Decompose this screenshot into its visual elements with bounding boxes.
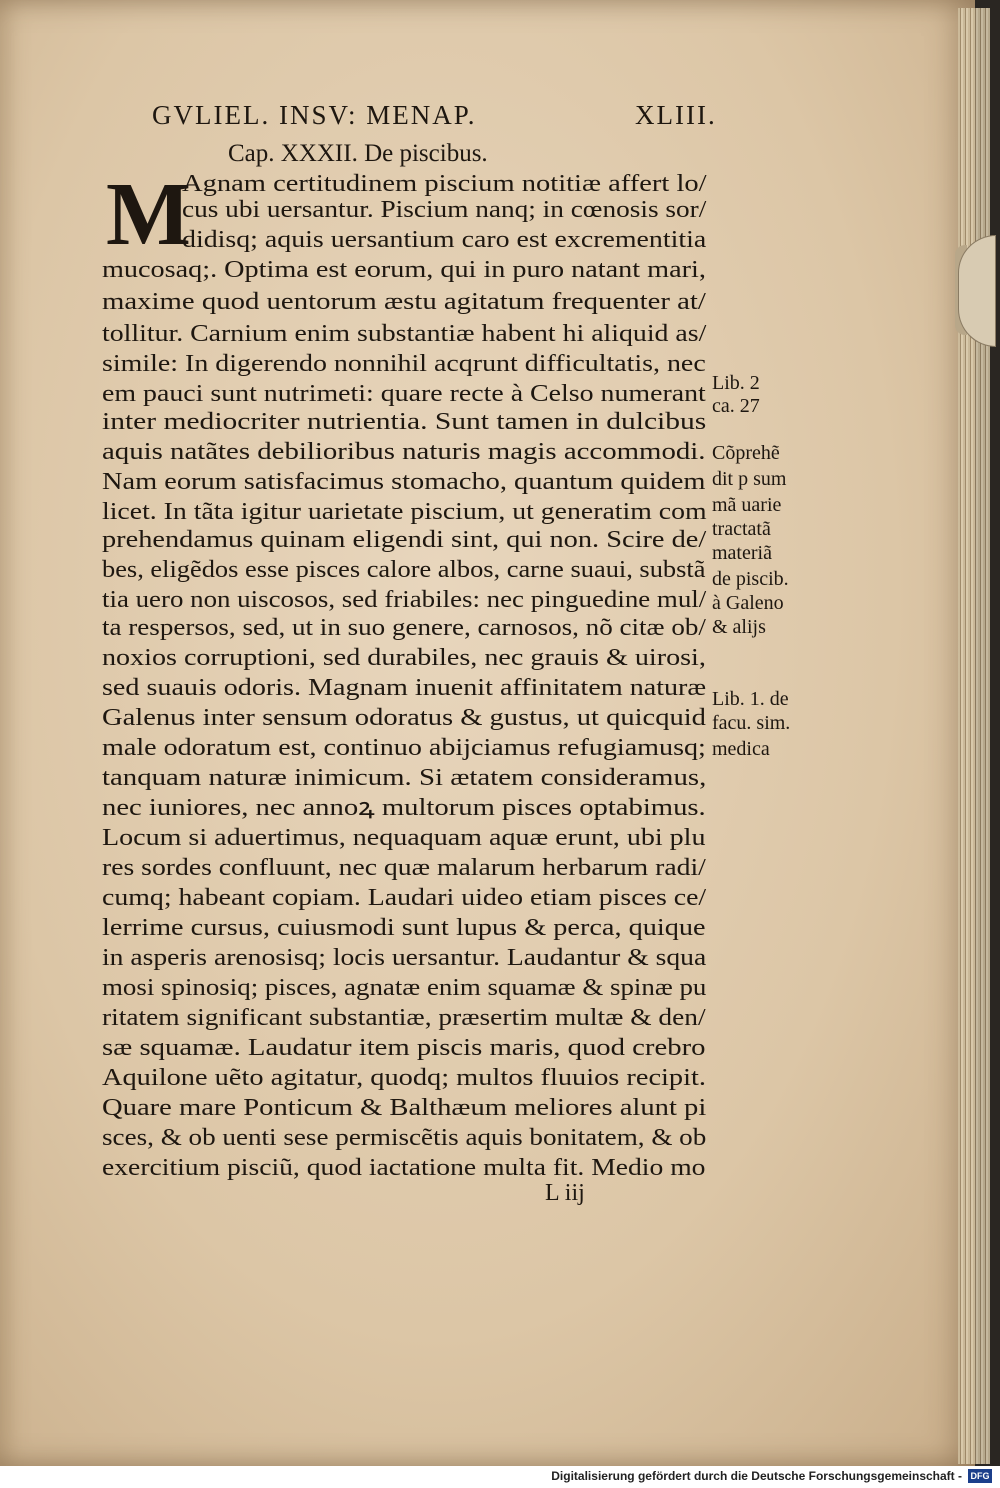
- text-line: lerrime cursus, cuiusmodi sunt lupus & perca, quique: [102, 915, 706, 941]
- text-line: exercitium pisciũ, quod iactatione multa fit. Medio mo: [102, 1155, 706, 1181]
- footer-credit: Digitalisierung gefördert durch die Deutsche Forschungsgemeinschaft -: [551, 1469, 962, 1483]
- text-line: Quare mare Ponticum & Balthæum meliores alunt pi: [102, 1095, 707, 1121]
- text-line: simile: In digerendo nonnihil acqrunt difficultatis, nec: [102, 351, 706, 377]
- marginal-note: dit p sum: [712, 468, 787, 490]
- text-line: Galenus inter sensum odoratus & gustus, ut quicquid: [102, 705, 706, 731]
- text-line: maxime quod uentorum æstu agitatum frequenter at/: [102, 289, 706, 315]
- text-line: inter mediocriter nutrientia. Sunt tamen in dulcibus: [102, 409, 707, 435]
- text-line: cus ubi uersantur. Piscium nanq; in cœnosis sor/: [182, 197, 707, 223]
- text-line: aquis natãtes debilioribus naturis magis accommodi.: [102, 439, 706, 465]
- signature-mark: L iij: [545, 1180, 585, 1206]
- text-line: Nam eorum satisfacimus stomacho, quantum quidem: [102, 469, 706, 495]
- text-line: male odoratum est, continuo abijciamus refugiamusq;: [102, 735, 706, 761]
- drop-initial: M: [106, 165, 191, 264]
- footer-bar: [0, 1466, 1000, 1488]
- text-line: prehendamus quinam eligendi sint, qui non. Scire de/: [102, 527, 707, 553]
- marginal-note: & alijs: [712, 616, 766, 638]
- text-line: in asperis arenosisq; locis uersantur. Laudantur & squa: [102, 945, 707, 971]
- dfg-logo: DFG: [968, 1469, 992, 1483]
- marginal-note: medica: [712, 738, 770, 760]
- marginal-note: Lib. 1. de: [712, 688, 789, 710]
- text-line: mosi spinosiq; pisces, agnatæ enim squamæ & spinæ pu: [102, 975, 707, 1001]
- marginal-note: à Galeno: [712, 592, 784, 614]
- text-line: sces, & ob uenti sese permiscẽtis aquis bonitatem, & ob: [102, 1125, 707, 1151]
- text-line: em pauci sunt nutrimeti: quare recte à Celso numerant: [102, 381, 706, 407]
- text-line: cumq; habeant copiam. Laudari uideo etiam pisces ce/: [102, 885, 707, 911]
- text-line: sed suauis odoris. Magnam inuenit affinitatem naturæ: [102, 675, 707, 701]
- marginal-note: de piscib.: [712, 568, 789, 590]
- marginal-note: materiã: [712, 542, 772, 564]
- text-line: Aquilone uẽto agitatur, quodq; multos fluuios recipit.: [102, 1065, 706, 1091]
- text-line: sæ squamæ. Laudatur item piscis maris, quod crebro: [102, 1035, 706, 1061]
- running-head: [152, 100, 715, 136]
- marginal-note: tractatã: [712, 518, 771, 540]
- text-line: licet. In tãta igitur uarietate piscium, ut generatim com: [102, 499, 707, 525]
- text-line: noxios corruptioni, sed durabiles, nec grauis & uirosi,: [102, 645, 706, 671]
- text-line: didisq; aquis uersantium caro est excrementitia: [182, 227, 707, 253]
- text-line: nec iuniores, nec annoꝝ multorum pisces optabimus.: [102, 795, 706, 821]
- text-line: res sordes confluunt, nec quæ malarum herbarum radi/: [102, 855, 706, 881]
- text-line: tanquam naturæ inimicum. Si ætatem consideramus,: [102, 765, 707, 791]
- marginal-note: facu. sim.: [712, 712, 791, 734]
- text-line: mucosaq;. Optima est eorum, qui in puro natant mari,: [102, 257, 706, 283]
- marginal-note: Lib. 2: [712, 372, 760, 394]
- text-line: Locum si aduertimus, nequaquam aquæ erunt, ubi plu: [102, 825, 706, 851]
- marginal-note: mã uarie: [712, 494, 782, 516]
- text-line: ta respersos, sed, ut in suo genere, carnosos, nõ citæ ob/: [102, 615, 706, 641]
- marginal-note: Cõprehẽ: [712, 442, 780, 464]
- text-line: bes, eligẽdos esse pisces calore albos, carne suaui, substã: [102, 557, 706, 583]
- folio-number: XLIII.: [635, 100, 717, 130]
- page-clip: [958, 235, 996, 347]
- text-line: Agnam certitudinem piscium notitiæ affert lo/: [182, 171, 707, 197]
- text-line: ritatem significant substantiæ, præsertim multæ & den/: [102, 1005, 706, 1031]
- running-head-left: GVLIEL. INSV: MENAP.: [152, 100, 477, 130]
- text-line: tollitur. Carnium enim substantiæ habent hi aliquid as/: [102, 321, 707, 347]
- chapter-title: Cap. XXXII. De piscibus.: [228, 140, 488, 167]
- text-line: tia uero non uiscosos, sed friabiles: nec pinguedine mul/: [102, 587, 707, 613]
- page-edges: [958, 8, 990, 1464]
- marginal-note: ca. 27: [712, 395, 760, 417]
